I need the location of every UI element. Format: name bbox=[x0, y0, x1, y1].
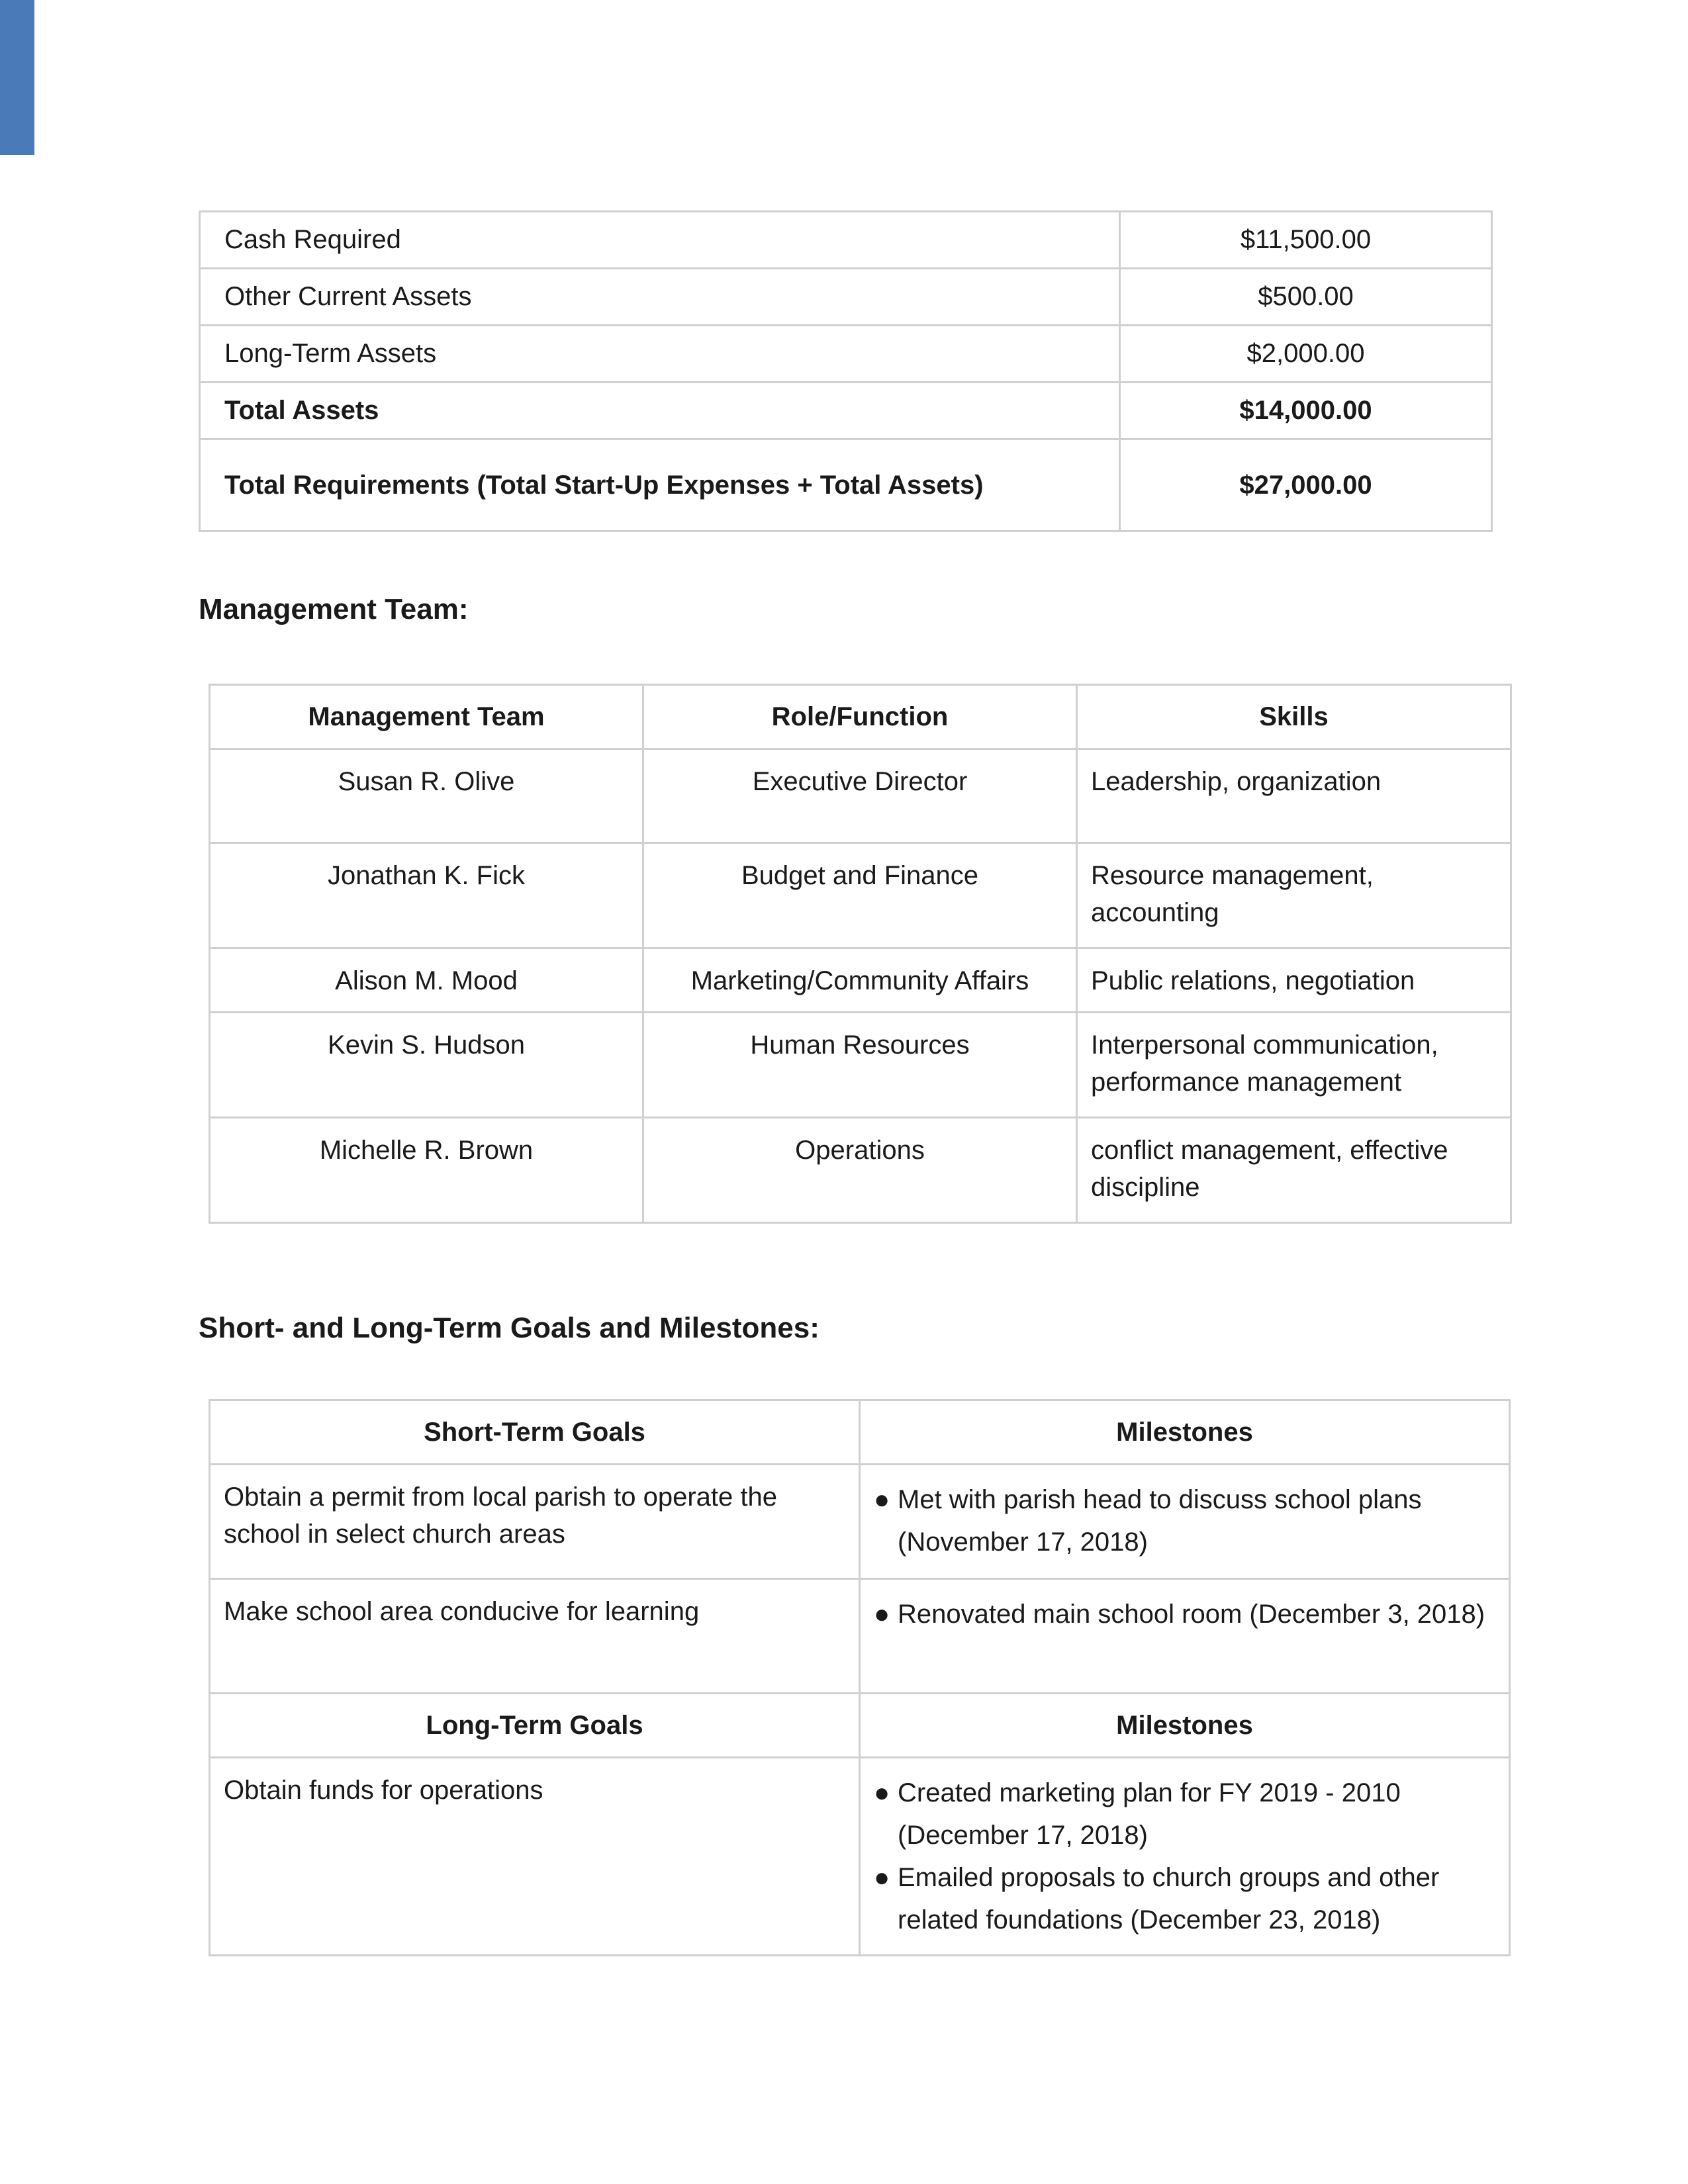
member-skills: Interpersonal communication, performance management bbox=[1077, 1013, 1511, 1118]
table-row bbox=[210, 1465, 1510, 1579]
member-role: Operations bbox=[643, 1118, 1077, 1223]
milestone-list bbox=[874, 1593, 1495, 1635]
assets-label: Other Current Assets bbox=[200, 269, 1120, 326]
assets-amount: $2,000.00 bbox=[1120, 326, 1492, 383]
milestone-item bbox=[874, 1593, 1495, 1635]
assets-total-row bbox=[200, 383, 1492, 439]
assets-label: Cash Required bbox=[200, 212, 1120, 269]
header-long-term-goals: Long-Term Goals bbox=[210, 1694, 860, 1758]
goal-text: Obtain a permit from local parish to operate the school in select church areas bbox=[210, 1465, 860, 1579]
assets-total-label: Total Assets bbox=[200, 383, 1120, 439]
requirements-total-label: Total Requirements (Total Start-Up Expenses + Total Assets) bbox=[200, 439, 1120, 531]
milestone-text: Created marketing plan for FY 2019 - 2010 (December 17, 2018) bbox=[898, 1778, 1401, 1850]
requirements-total-row bbox=[200, 439, 1492, 531]
header-role-function: Role/Function bbox=[643, 685, 1077, 749]
member-role: Human Resources bbox=[643, 1013, 1077, 1118]
goals-table bbox=[209, 1399, 1511, 1956]
table-row bbox=[210, 1013, 1511, 1118]
table-row bbox=[210, 1758, 1510, 1956]
bullet-icon: ● bbox=[874, 1600, 890, 1629]
member-skills: Public relations, negotiation bbox=[1077, 948, 1511, 1013]
table-row bbox=[210, 843, 1511, 948]
table-row bbox=[210, 1118, 1511, 1223]
requirements-total-amount: $27,000.00 bbox=[1120, 439, 1492, 531]
member-skills: conflict management, effective discipline bbox=[1077, 1118, 1511, 1223]
goals-heading: Short- and Long-Term Goals and Milestones: bbox=[199, 1312, 820, 1344]
assets-table bbox=[199, 210, 1493, 532]
assets-row bbox=[200, 326, 1492, 383]
member-name: Michelle R. Brown bbox=[210, 1118, 643, 1223]
management-table bbox=[209, 684, 1512, 1224]
header-management-team: Management Team bbox=[210, 685, 643, 749]
bullet-icon: ● bbox=[874, 1863, 890, 1892]
milestones-cell bbox=[860, 1465, 1510, 1579]
bullet-icon: ● bbox=[874, 1485, 890, 1514]
member-skills: Resource management, accounting bbox=[1077, 843, 1511, 948]
header-skills: Skills bbox=[1077, 685, 1511, 749]
goal-text: Obtain funds for operations bbox=[210, 1758, 860, 1956]
short-term-header-row bbox=[210, 1400, 1510, 1465]
member-name: Susan R. Olive bbox=[210, 749, 643, 843]
milestone-item bbox=[874, 1479, 1495, 1563]
management-heading: Management Team: bbox=[199, 593, 469, 625]
assets-row bbox=[200, 212, 1492, 269]
goal-text: Make school area conducive for learning bbox=[210, 1579, 860, 1694]
member-name: Alison M. Mood bbox=[210, 948, 643, 1013]
header-milestones: Milestones bbox=[860, 1694, 1510, 1758]
member-role: Executive Director bbox=[643, 749, 1077, 843]
page-accent-bar bbox=[0, 0, 34, 155]
header-milestones: Milestones bbox=[860, 1400, 1510, 1465]
management-header-row bbox=[210, 685, 1511, 749]
milestone-text: Renovated main school room (December 3, 2018) bbox=[898, 1600, 1485, 1629]
assets-amount: $500.00 bbox=[1120, 269, 1492, 326]
milestone-text: Met with parish head to discuss school plans (November 17, 2018) bbox=[898, 1485, 1422, 1557]
milestones-cell bbox=[860, 1579, 1510, 1694]
assets-total-amount: $14,000.00 bbox=[1120, 383, 1492, 439]
table-row bbox=[210, 948, 1511, 1013]
milestones-cell bbox=[860, 1758, 1510, 1956]
milestone-list bbox=[874, 1772, 1495, 1941]
member-role: Budget and Finance bbox=[643, 843, 1077, 948]
milestone-item bbox=[874, 1856, 1495, 1941]
table-row bbox=[210, 1579, 1510, 1694]
member-name: Kevin S. Hudson bbox=[210, 1013, 643, 1118]
table-row bbox=[210, 749, 1511, 843]
milestone-text: Emailed proposals to church groups and other related foundations (December 23, 2018) bbox=[898, 1863, 1440, 1934]
assets-row bbox=[200, 269, 1492, 326]
milestone-item bbox=[874, 1772, 1495, 1856]
milestone-list bbox=[874, 1479, 1495, 1563]
assets-amount: $11,500.00 bbox=[1120, 212, 1492, 269]
member-skills: Leadership, organization bbox=[1077, 749, 1511, 843]
header-short-term-goals: Short-Term Goals bbox=[210, 1400, 860, 1465]
long-term-header-row bbox=[210, 1694, 1510, 1758]
bullet-icon: ● bbox=[874, 1778, 890, 1807]
member-role: Marketing/Community Affairs bbox=[643, 948, 1077, 1013]
member-name: Jonathan K. Fick bbox=[210, 843, 643, 948]
assets-label: Long-Term Assets bbox=[200, 326, 1120, 383]
